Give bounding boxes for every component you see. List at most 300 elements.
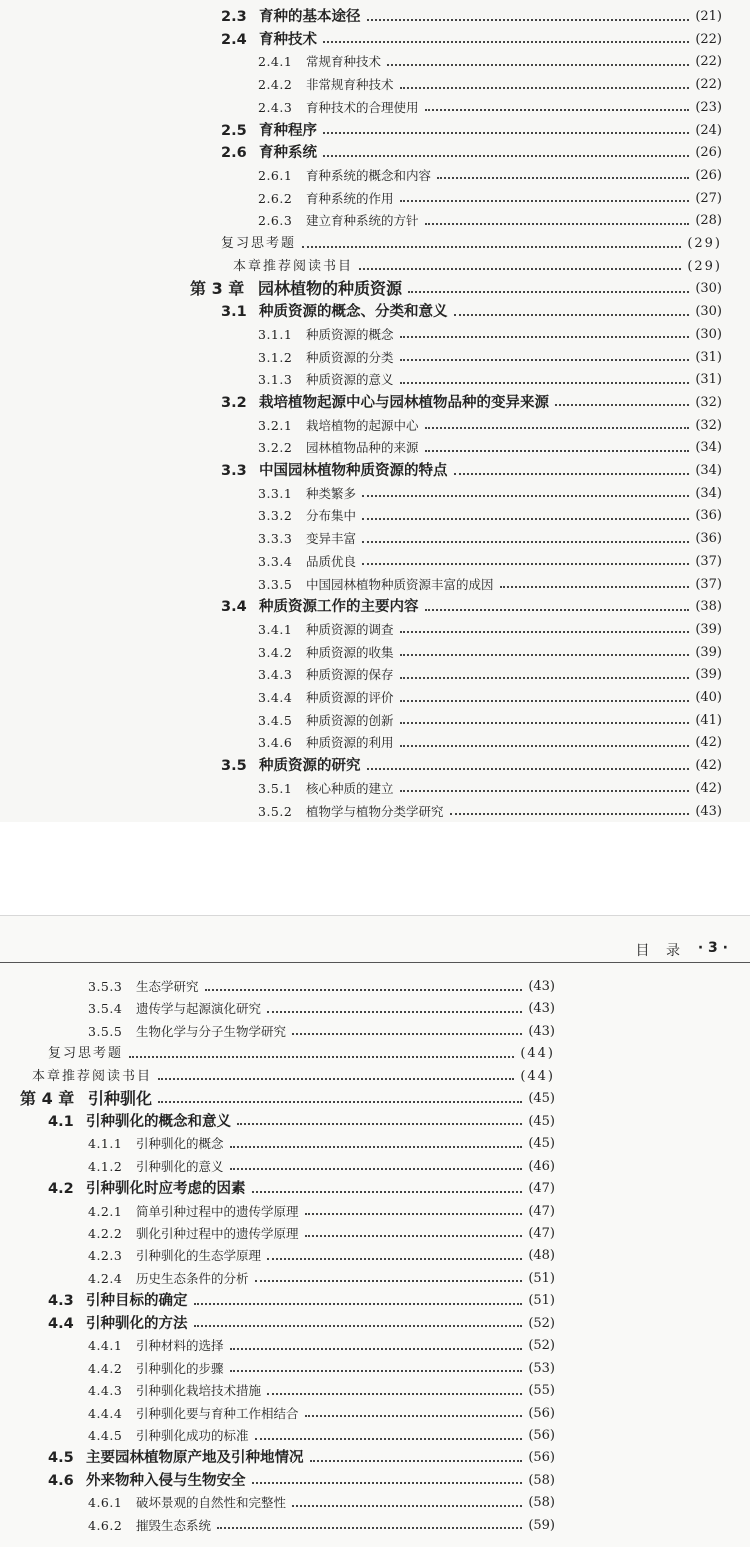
entry-title: 本章推荐阅读书目 (233, 258, 354, 274)
entry-number: 4.2.1 (88, 1203, 123, 1219)
entry-title: 栽培植物的起源中心 (306, 417, 419, 433)
entry-page-number: (22) (695, 77, 722, 93)
entry-page-number: (37) (695, 553, 722, 569)
toc-entry[interactable] (88, 976, 555, 998)
toc-entry[interactable] (221, 233, 722, 255)
entry-number: 3.5.1 (258, 780, 293, 796)
entry-page-number: (58) (528, 1495, 555, 1511)
entry-title: 种质资源的利用 (306, 735, 394, 751)
entry-number: 3.1.2 (258, 349, 293, 365)
entry-number: 4.2.4 (88, 1270, 123, 1286)
toc-entry[interactable] (88, 1201, 555, 1223)
toc-entry[interactable] (88, 998, 555, 1020)
entry-page-number: (30) (695, 326, 722, 342)
toc-entry[interactable] (88, 1380, 555, 1402)
entry-number: 3.2.2 (258, 440, 293, 456)
entry-number: 3.3.3 (258, 531, 293, 547)
entry-title: 引种驯化成功的标准 (136, 1428, 249, 1443)
dot-leader (305, 1212, 523, 1215)
entry-title: 复习思考题 (48, 1046, 124, 1062)
toc-entry[interactable] (88, 1515, 555, 1537)
entry-number: 4.4.4 (88, 1405, 123, 1421)
entry-title: 引种驯化时应考虑的因素 (86, 1181, 246, 1198)
entry-page-number: (26) (695, 145, 722, 161)
dot-leader (323, 154, 689, 157)
entry-number: 2.3 (221, 9, 247, 25)
toc-entry[interactable] (48, 1313, 555, 1335)
entry-number: 4.4.5 (88, 1428, 123, 1443)
entry-number: 3.1 (221, 304, 247, 321)
entry-page-number: (43) (528, 1023, 555, 1039)
entry-number: 3.3.4 (258, 553, 293, 569)
toc-entry[interactable] (258, 505, 722, 527)
dot-leader (323, 40, 689, 43)
dot-leader (359, 267, 681, 270)
entry-title: 种质资源的收集 (306, 644, 394, 660)
entry-page-number: (56) (528, 1450, 555, 1466)
dot-leader (400, 721, 690, 724)
entry-number: 3.3.2 (258, 508, 293, 524)
dot-leader (425, 222, 690, 225)
entry-page-number: (36) (695, 531, 722, 547)
entry-page-number: (53) (528, 1360, 555, 1376)
entry-page-number: (58) (528, 1472, 555, 1488)
toc-entry[interactable] (221, 460, 722, 482)
entry-page-number: (48) (528, 1248, 555, 1264)
entry-number: 3.2.1 (258, 417, 293, 433)
entry-number: 3.4.3 (258, 667, 293, 683)
running-header (0, 940, 750, 963)
entry-page-number: (37) (695, 576, 722, 592)
entry-page-number: (22) (695, 31, 722, 47)
dot-leader (194, 1324, 523, 1327)
dot-leader (305, 1234, 523, 1237)
dot-leader (255, 1279, 523, 1282)
dot-leader (292, 1504, 522, 1507)
entry-page-number: (59) (528, 1517, 555, 1533)
dot-leader (425, 426, 690, 429)
entry-number: 2.6 (221, 145, 247, 162)
entry-title: 非常规育种技术 (306, 77, 394, 93)
dot-leader (454, 313, 690, 316)
entry-number: 4.2.3 (88, 1248, 123, 1264)
entry-page-number: (31) (695, 372, 722, 388)
entry-title: 历史生态条件的分析 (136, 1270, 249, 1286)
toc-entry[interactable] (258, 619, 722, 641)
dot-leader (400, 199, 690, 202)
entry-title: 种质资源的研究 (259, 758, 361, 775)
entry-number: 3.3 (221, 463, 247, 479)
entry-number: 3.5.5 (88, 1023, 123, 1039)
dot-leader (305, 1414, 523, 1417)
toc-entry[interactable] (88, 1133, 555, 1155)
toc-entry[interactable] (258, 369, 722, 391)
entry-page-number: (47) (528, 1225, 555, 1241)
entry-title: 栽培植物起源中心与园林植物品种的变异来源 (259, 394, 549, 411)
entry-title: 育种技术的合理使用 (306, 99, 419, 115)
toc-entry[interactable] (233, 256, 722, 278)
toc-entry[interactable] (221, 392, 722, 414)
entry-number: 2.4.1 (258, 54, 293, 70)
entry-title: 种质资源的创新 (306, 712, 394, 728)
dot-leader (367, 767, 690, 770)
toc-entry[interactable] (88, 1425, 555, 1447)
entry-page-number: (29) (687, 236, 722, 251)
entry-title: 园林植物的种质资源 (258, 279, 403, 299)
dot-leader (400, 699, 690, 702)
entry-number: 4.6.1 (88, 1495, 123, 1511)
entry-number: 3.5.2 (258, 803, 293, 819)
entry-title: 中国园林植物种质资源的特点 (259, 463, 448, 479)
dot-leader (230, 1167, 523, 1170)
entry-title: 遗传学与起源演化研究 (136, 1001, 262, 1017)
entry-title: 品质优良 (306, 553, 357, 569)
dot-leader (158, 1100, 522, 1103)
toc-entry[interactable] (190, 278, 722, 300)
entry-title: 引种驯化要与育种工作相结合 (136, 1405, 299, 1421)
entry-number: 2.4.3 (258, 99, 293, 115)
entry-title: 育种技术 (259, 31, 317, 48)
entry-number: 4.1.1 (88, 1136, 123, 1152)
dot-leader (255, 1437, 523, 1440)
dot-leader (400, 335, 690, 338)
entry-title: 引种驯化的方法 (86, 1315, 188, 1332)
toc-entry[interactable] (258, 51, 722, 73)
entry-number: 3.4.4 (258, 690, 293, 705)
dot-leader (230, 1145, 523, 1148)
entry-page-number: (41) (695, 712, 722, 728)
dot-leader (267, 1010, 522, 1013)
toc-entry[interactable] (258, 710, 722, 732)
entry-title: 分布集中 (306, 508, 357, 524)
toc-entry[interactable] (258, 801, 722, 823)
toc-entry[interactable] (221, 755, 722, 777)
entry-page-number: (45) (528, 1136, 555, 1152)
entry-page-number: (51) (528, 1270, 555, 1286)
entry-page-number: (32) (695, 394, 722, 410)
entry-number: 3.1.1 (258, 326, 293, 342)
toc-entry[interactable] (258, 188, 722, 210)
dot-leader (425, 108, 690, 111)
dot-leader (400, 789, 690, 792)
entry-page-number: (45) (528, 1113, 555, 1129)
entry-title: 引种驯化的概念和意义 (86, 1113, 231, 1130)
dot-leader (194, 1302, 523, 1305)
entry-page-number: (39) (695, 667, 722, 683)
entry-page-number: (27) (695, 190, 722, 206)
entry-number: 4.5 (48, 1450, 74, 1467)
dot-leader (400, 676, 690, 679)
entry-number: 3.5.3 (88, 979, 123, 994)
entry-title: 育种系统的作用 (306, 190, 394, 206)
dot-leader (362, 540, 689, 543)
toc-entry[interactable] (221, 6, 722, 28)
toc-entry[interactable] (88, 1245, 555, 1267)
entry-title: 建立育种系统的方针 (306, 213, 419, 229)
entry-title: 育种程序 (259, 122, 317, 139)
toc-entry[interactable] (258, 74, 722, 96)
entry-title: 引种驯化栽培技术措施 (136, 1383, 262, 1399)
entry-title: 外来物种入侵与生物安全 (86, 1472, 246, 1489)
entry-number: 3.3.1 (258, 485, 293, 501)
entry-page-number: (51) (528, 1293, 555, 1309)
entry-title: 植物学与植物分类学研究 (306, 803, 444, 819)
entry-number: 3.5 (221, 758, 247, 775)
toc-entry[interactable] (221, 142, 722, 164)
toc-entry[interactable] (48, 1447, 555, 1469)
entry-page-number: (34) (695, 440, 722, 456)
entry-page-number: (21) (695, 9, 722, 24)
entry-page-number: (42) (695, 780, 722, 796)
toc-entry[interactable] (258, 732, 722, 754)
entry-title: 种质资源的分类 (306, 349, 394, 365)
entry-number: 4.4.3 (88, 1383, 123, 1399)
toc-entry[interactable] (48, 1470, 555, 1492)
entry-page-number: (32) (695, 417, 722, 433)
toc-entry[interactable] (258, 528, 722, 550)
toc-entry[interactable] (48, 1111, 555, 1133)
entry-title: 种质资源的概念 (306, 326, 394, 342)
entry-title: 主要园林植物原产地及引种地情况 (86, 1450, 304, 1467)
entry-title: 摧毁生态系统 (136, 1517, 212, 1533)
entry-title: 种质资源工作的主要内容 (259, 599, 419, 616)
entry-number: 4.4 (48, 1315, 74, 1332)
toc-entry[interactable] (258, 574, 722, 596)
entry-page-number: (52) (528, 1315, 555, 1331)
entry-number: 2.6.1 (258, 167, 293, 183)
entry-number: 2.6.3 (258, 213, 293, 229)
entry-page-number: (36) (695, 508, 722, 524)
toc-entry[interactable] (258, 642, 722, 664)
dot-leader (362, 494, 689, 497)
dot-leader (400, 744, 690, 747)
entry-title: 引种材料的选择 (136, 1338, 224, 1354)
entry-number: 4.6.2 (88, 1517, 123, 1533)
entry-title: 引种驯化的意义 (136, 1158, 224, 1174)
entry-number: 2.5 (221, 122, 247, 139)
dot-leader (217, 1526, 522, 1529)
dot-leader (400, 653, 690, 656)
entry-page-number: (46) (528, 1158, 555, 1174)
dot-leader (450, 812, 690, 815)
toc-entry[interactable] (258, 324, 722, 346)
entry-page-number: (26) (695, 167, 722, 183)
toc-entry[interactable] (258, 778, 722, 800)
dot-leader (252, 1190, 523, 1193)
entry-page-number: (30) (695, 304, 722, 320)
entry-title: 种质资源的调查 (306, 621, 394, 637)
dot-leader (230, 1347, 523, 1350)
toc-entry[interactable] (88, 1358, 555, 1380)
toc-entry[interactable] (221, 301, 722, 323)
dot-leader (425, 449, 690, 452)
toc-entry[interactable] (88, 1156, 555, 1178)
dot-leader (400, 358, 690, 361)
header-page-number: · 3 · (697, 940, 728, 956)
entry-title: 破坏景观的自然性和完整性 (136, 1495, 287, 1511)
entry-number: 4.1 (48, 1113, 74, 1130)
dot-leader (205, 988, 523, 991)
entry-number: 4.4.2 (88, 1360, 123, 1376)
entry-page-number: (38) (695, 599, 722, 615)
entry-title: 核心种质的建立 (306, 780, 394, 796)
toc-entry[interactable] (88, 1492, 555, 1514)
toc-entry[interactable] (258, 165, 722, 187)
entry-title: 引种目标的确定 (86, 1293, 188, 1310)
entry-title: 园林植物品种的来源 (306, 440, 419, 456)
dot-leader (362, 562, 689, 565)
dot-leader (454, 472, 690, 475)
dot-leader (252, 1481, 523, 1484)
toc-entry[interactable] (88, 1223, 555, 1245)
toc-entry[interactable] (221, 120, 722, 142)
entry-page-number: (43) (695, 803, 722, 819)
entry-page-number: (22) (695, 54, 722, 70)
entry-page-number: (52) (528, 1338, 555, 1354)
dot-leader (267, 1257, 522, 1260)
entry-title: 育种系统的概念和内容 (306, 167, 432, 183)
dot-leader (437, 176, 689, 179)
dot-leader (310, 1459, 523, 1462)
dot-leader (323, 131, 689, 134)
entry-title: 引种驯化的概念 (136, 1136, 224, 1152)
entry-number: 2.6.2 (258, 190, 293, 206)
entry-title: 育种的基本途径 (259, 9, 361, 25)
dot-leader (387, 63, 689, 66)
toc-entry[interactable] (258, 664, 722, 686)
dot-leader (425, 608, 690, 611)
entry-page-number: (34) (695, 485, 722, 501)
entry-page-number: (40) (695, 690, 722, 705)
entry-page-number: (29) (687, 258, 722, 274)
toc-entry[interactable] (20, 1088, 555, 1110)
toc-entry[interactable] (88, 1403, 555, 1425)
entry-title: 驯化引种过程中的遗传学原理 (136, 1225, 299, 1241)
toc-entry[interactable] (221, 29, 722, 51)
dot-leader (500, 585, 690, 588)
dot-leader (292, 1032, 522, 1035)
entry-number: 2.4 (221, 31, 247, 48)
dot-leader (555, 403, 689, 406)
toc-entry[interactable] (258, 687, 722, 709)
entry-title: 育种系统 (259, 145, 317, 162)
entry-number: 3.4.1 (258, 621, 293, 637)
entry-page-number: (47) (528, 1203, 555, 1219)
entry-number: 第 4 章 (20, 1089, 75, 1109)
entry-title: 生态学研究 (136, 979, 199, 994)
entry-number: 3.4.6 (258, 735, 293, 751)
entry-title: 引种驯化的生态学原理 (136, 1248, 262, 1264)
entry-title: 种质资源的意义 (306, 372, 394, 388)
entry-title: 引种驯化的步骤 (136, 1360, 224, 1376)
entry-page-number: (56) (528, 1405, 555, 1421)
dot-leader (158, 1077, 514, 1080)
entry-page-number: (39) (695, 644, 722, 660)
entry-page-number: (23) (695, 99, 722, 115)
dot-leader (129, 1055, 514, 1058)
entry-number: 4.2.2 (88, 1225, 123, 1241)
entry-page-number: (43) (528, 1001, 555, 1017)
dot-leader (362, 517, 689, 520)
entry-page-number: (44) (520, 1068, 555, 1084)
dot-leader (367, 18, 690, 21)
entry-title: 中国园林植物种质资源丰富的成因 (306, 576, 494, 592)
header-label: 目 录 (635, 943, 686, 959)
entry-number: 4.1.2 (88, 1158, 123, 1174)
dot-leader (230, 1369, 523, 1372)
entry-page-number: (28) (695, 213, 722, 229)
entry-number: 4.4.1 (88, 1338, 123, 1354)
entry-title: 本章推荐阅读书目 (32, 1068, 153, 1084)
entry-page-number: (34) (695, 463, 722, 478)
entry-number: 3.2 (221, 394, 247, 411)
entry-number: 4.6 (48, 1472, 74, 1489)
entry-title: 简单引种过程中的遗传学原理 (136, 1203, 299, 1219)
entry-page-number: (42) (695, 758, 722, 774)
entry-page-number: (39) (695, 621, 722, 637)
toc-entry[interactable] (221, 596, 722, 618)
entry-number: 2.4.2 (258, 77, 293, 93)
toc-entry[interactable] (258, 551, 722, 573)
toc-entry[interactable] (258, 347, 722, 369)
dot-leader (400, 381, 690, 384)
entry-page-number: (56) (528, 1428, 555, 1443)
dot-leader (267, 1392, 522, 1395)
dot-leader (400, 86, 690, 89)
entry-title: 生物化学与分子生物学研究 (136, 1023, 287, 1039)
toc-entry[interactable] (88, 1021, 555, 1043)
entry-page-number: (43) (528, 979, 555, 994)
dot-leader (400, 630, 690, 633)
entry-number: 3.1.3 (258, 372, 293, 388)
toc-entry[interactable] (48, 1290, 555, 1312)
entry-page-number: (31) (695, 349, 722, 365)
toc-entry[interactable] (258, 483, 722, 505)
entry-title: 复习思考题 (221, 236, 297, 251)
entry-number: 3.5.4 (88, 1001, 123, 1017)
entry-title: 种质资源的评价 (306, 690, 394, 705)
entry-title: 种质资源的保存 (306, 667, 394, 683)
entry-number: 4.3 (48, 1293, 74, 1310)
dot-leader (302, 245, 681, 248)
toc-entry[interactable] (258, 97, 722, 119)
entry-page-number: (47) (528, 1181, 555, 1197)
entry-title: 常规育种技术 (306, 54, 382, 70)
entry-page-number: (45) (528, 1091, 555, 1107)
entry-number: 第 3 章 (190, 279, 245, 299)
dot-leader (408, 290, 689, 293)
toc-entry[interactable] (88, 1335, 555, 1357)
toc-entry[interactable] (258, 437, 722, 459)
dot-leader (237, 1122, 522, 1125)
toc-entry[interactable] (88, 1268, 555, 1290)
entry-page-number: (24) (695, 122, 722, 138)
entry-page-number: (30) (695, 281, 722, 297)
toc-entry[interactable] (258, 415, 722, 437)
toc-entry[interactable] (48, 1178, 555, 1200)
toc-entry[interactable] (258, 210, 722, 232)
toc-entry[interactable] (32, 1066, 555, 1088)
entry-number: 4.2 (48, 1181, 74, 1198)
entry-page-number: (55) (528, 1383, 555, 1399)
toc-entry[interactable] (48, 1043, 555, 1065)
entry-number: 3.4.2 (258, 644, 293, 660)
entry-page-number: (42) (695, 735, 722, 751)
entry-title: 引种驯化 (88, 1089, 153, 1109)
toc-page-lower (0, 915, 750, 1547)
entry-title: 种质资源的概念、分类和意义 (259, 304, 448, 321)
entry-number: 3.3.5 (258, 576, 293, 592)
